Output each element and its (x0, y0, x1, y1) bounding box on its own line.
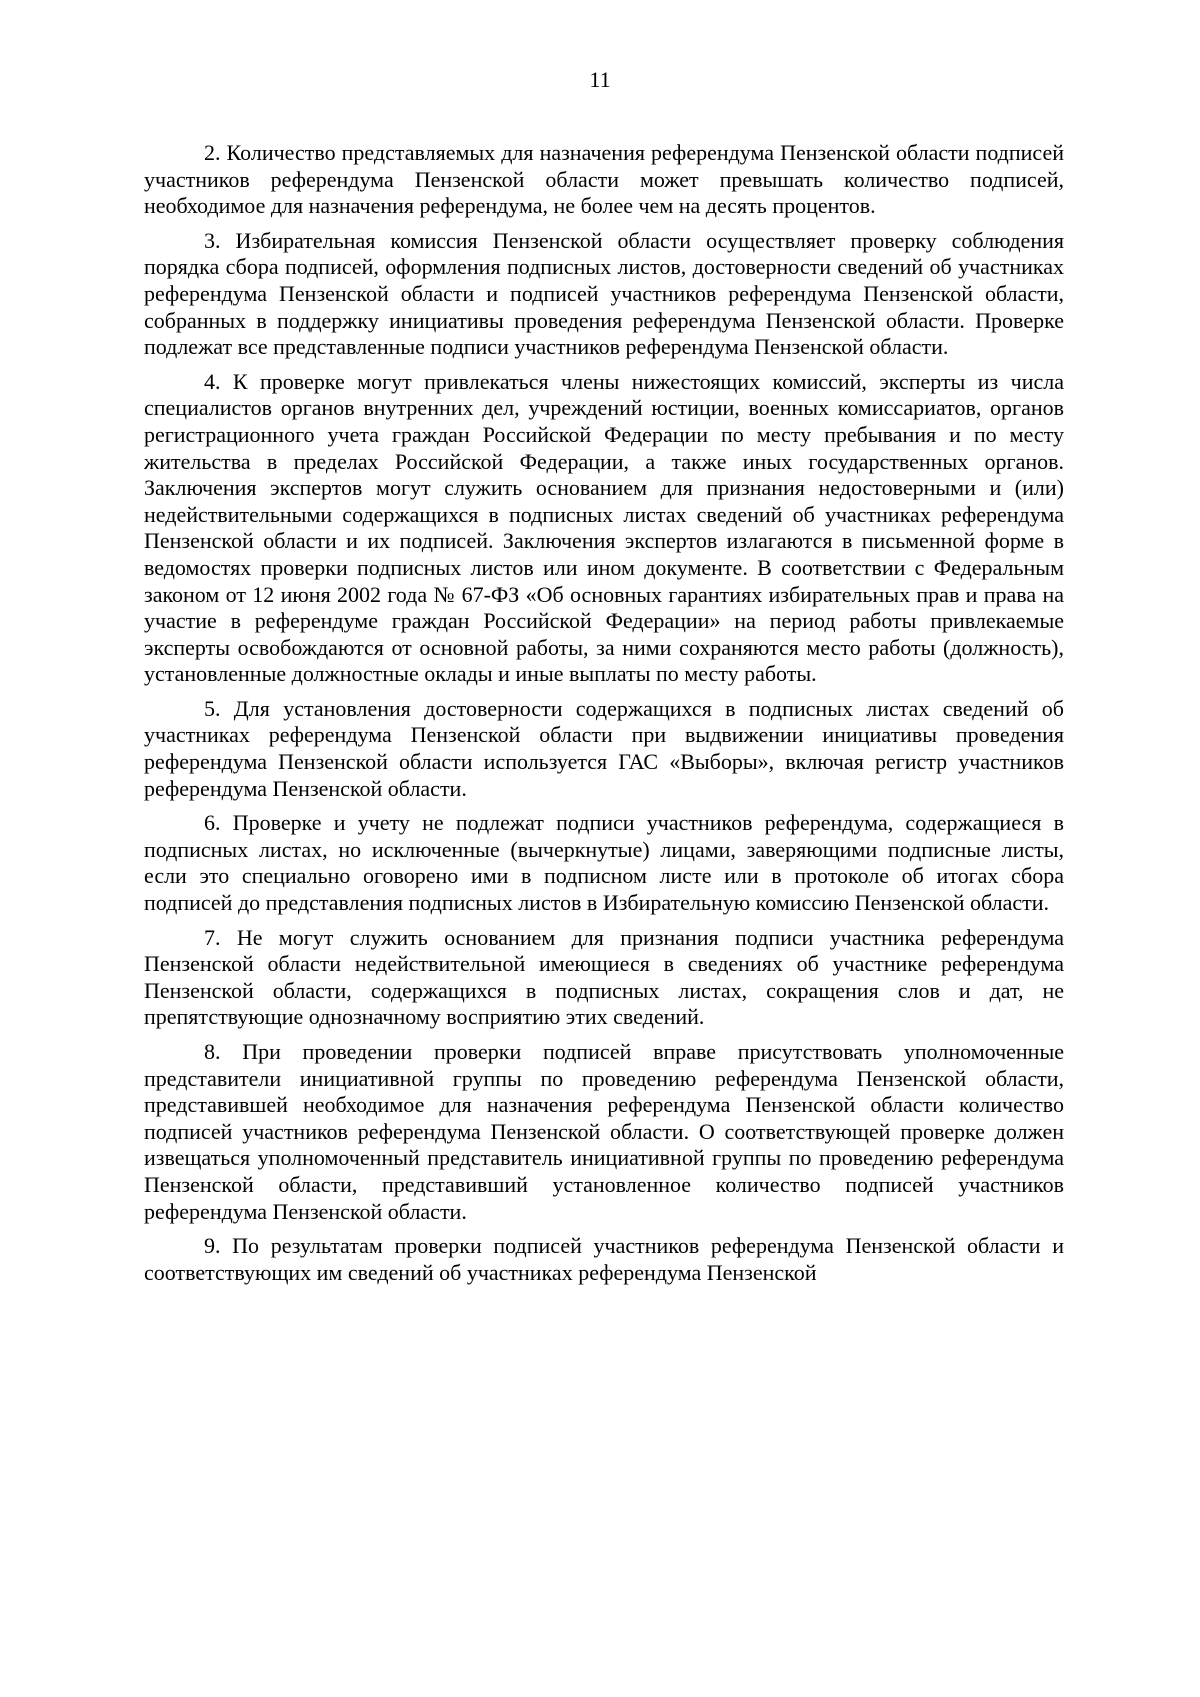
paragraph-2: 2. Количество представляемых для назначения референдума Пензенской области подписей участников референдума Пензенской области может превышать количество подписей, необходимое для назначения референдума, не более чем на десять процентов. (144, 140, 1064, 219)
paragraph-6: 6. Проверке и учету не подлежат подписи участников референдума, содержащиеся в подписных листах, но исключенные (вычеркнутые) лицами, заверяющими подписные листы, если это специально оговорено ими в подписном листе или в протоколе об итогах сбора подписей до представления подписных листов в Избирательную комиссию Пензенской области. (144, 810, 1064, 916)
document-body (144, 140, 1064, 1294)
paragraph-4: 4. К проверке могут привлекаться члены нижестоящих комиссий, эксперты из числа специалистов органов внутренних дел, учреждений юстиции, военных комиссариатов, органов регистрационного учета граждан Российской Федерации по месту пребывания и по месту жительства в пределах Российской Федерации, а также иных государственных органов. Заключения экспертов могут служить основанием для признания недостоверными и (или) недействительными содержащихся в подписных листах сведений об участниках референдума Пензенской области и их подписей. Заключения экспертов излагаются в письменной форме в ведомостях проверки подписных листов или ином документе. В соответствии с Федеральным законом от 12 июня 2002 года № 67-ФЗ «Об основных гарантиях избирательных прав и права на участие в референдуме граждан Российской Федерации» на период работы привлекаемые эксперты освобождаются от основной работы, за ними сохраняются место работы (должность), установленные должностные оклады и иные выплаты по месту работы. (144, 368, 1064, 687)
paragraph-3: 3. Избирательная комиссия Пензенской области осуществляет проверку соблюдения порядка сбора подписей, оформления подписных листов, достоверности сведений об участниках референдума Пензенской области и подписей участников референдума Пензенской области, собранных в поддержку инициативы проведения референдума Пензенской области. Проверке подлежат все представленные подписи участников референдума Пензенской области. (144, 227, 1064, 360)
paragraph-7: 7. Не могут служить основанием для признания подписи участника референдума Пензенской области недействительной имеющиеся в сведениях об участнике референдума Пензенской области, содержащихся в подписных листах, сокращения слов и дат, не препятствующие однозначному восприятию этих сведений. (144, 924, 1064, 1030)
page-number: 11 (589, 67, 611, 92)
paragraph-8: 8. При проведении проверки подписей вправе присутствовать уполномоченные представители инициативной группы по проведению референдума Пензенской области, представившей необходимое для назначения референдума Пензенской области количество подписей участников референдума Пензенской области. О соответствующей проверке должен извещаться уполномоченный представитель инициативной группы по проведению референдума Пензенской области, представивший установленное количество подписей участников референдума Пензенской области. (144, 1039, 1064, 1224)
paragraph-9: 9. По результатам проверки подписей участников референдума Пензенской области и соответствующих им сведений об участниках референдума Пензенской (144, 1233, 1064, 1285)
paragraph-5: 5. Для установления достоверности содержащихся в подписных листах сведений об участниках референдума Пензенской области при выдвижении инициативы проведения референдума Пензенской области используется ГАС «Выборы», включая регистр участников референдума Пензенской области. (144, 695, 1064, 801)
